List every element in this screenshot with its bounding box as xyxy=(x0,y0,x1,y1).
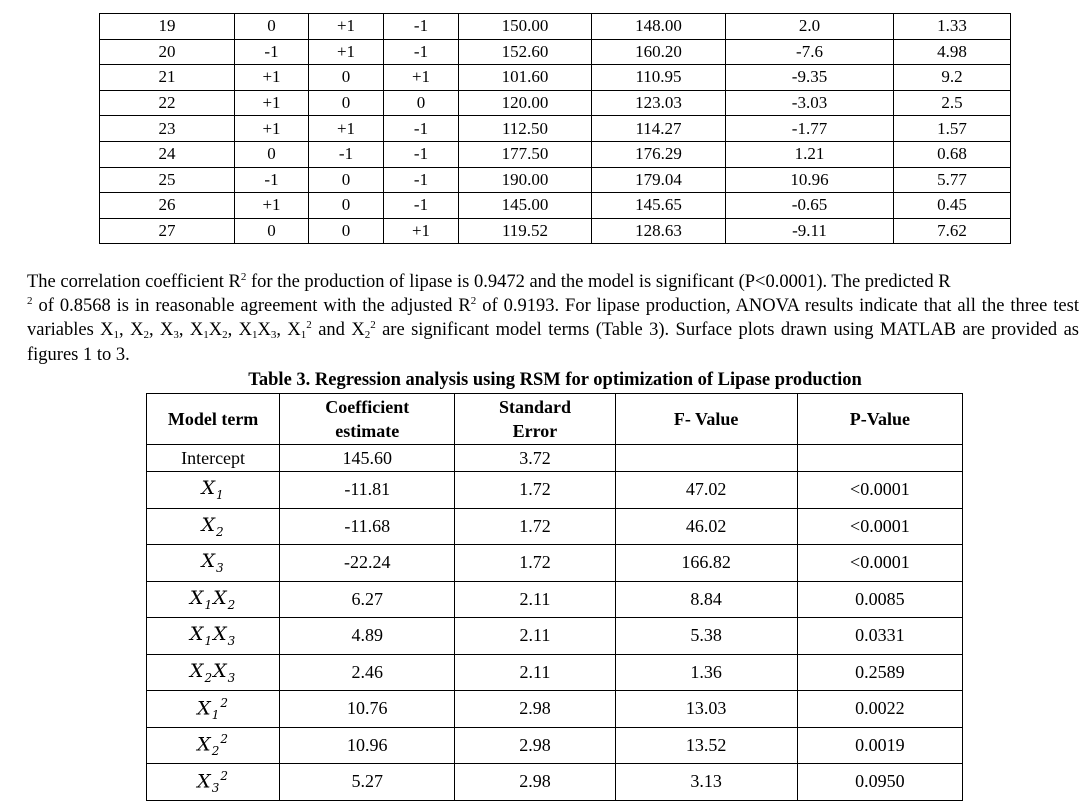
p-value-cell: <0.0001 xyxy=(797,508,962,545)
runs-table-cell: 120.00 xyxy=(459,90,592,116)
runs-table-cell: 112.50 xyxy=(459,116,592,142)
regression-table-row xyxy=(147,618,963,655)
runs-table-cell: -1 xyxy=(235,39,309,65)
runs-table-cell: -1 xyxy=(384,193,459,219)
p-value-cell xyxy=(797,445,962,472)
runs-table-cell: +1 xyxy=(235,65,309,91)
header-model-term: Model term xyxy=(147,394,280,445)
f-value-cell: 166.82 xyxy=(615,545,797,582)
runs-table-row xyxy=(100,141,1011,167)
runs-table-cell: +1 xyxy=(384,218,459,244)
model-term-cell: $X_3$ xyxy=(147,545,280,582)
runs-table-cell: 20 xyxy=(100,39,235,65)
coefficient-cell: 4.89 xyxy=(280,618,455,655)
runs-table-cell: 0 xyxy=(309,65,384,91)
runs-table-cell: 23 xyxy=(100,116,235,142)
runs-table-cell: 26 xyxy=(100,193,235,219)
f-value-cell: 13.52 xyxy=(615,727,797,764)
runs-table-cell: 27 xyxy=(100,218,235,244)
runs-table-row xyxy=(100,167,1011,193)
coefficient-cell: 10.76 xyxy=(280,691,455,728)
runs-table-cell: -1 xyxy=(384,141,459,167)
runs-table-cell: +1 xyxy=(384,65,459,91)
coefficient-cell: -11.68 xyxy=(280,508,455,545)
runs-table-cell: -0.65 xyxy=(726,193,894,219)
runs-table-cell: -1.77 xyxy=(726,116,894,142)
runs-table-cell: 160.20 xyxy=(592,39,726,65)
runs-table-row xyxy=(100,39,1011,65)
runs-table-cell: 0 xyxy=(384,90,459,116)
coefficient-cell: 5.27 xyxy=(280,764,455,801)
runs-table-cell: 10.96 xyxy=(726,167,894,193)
runs-table-cell: 1.33 xyxy=(894,14,1011,40)
runs-table-cell: 145.65 xyxy=(592,193,726,219)
model-term-cell: $X_2$ xyxy=(147,508,280,545)
runs-table-cell: -1 xyxy=(384,116,459,142)
regression-table-row xyxy=(147,445,963,472)
runs-table-cell: -9.35 xyxy=(726,65,894,91)
runs-table-cell: +1 xyxy=(235,90,309,116)
runs-table-cell: 24 xyxy=(100,141,235,167)
runs-table-cell: 2.0 xyxy=(726,14,894,40)
runs-table-cell: -1 xyxy=(384,14,459,40)
regression-header-row xyxy=(147,394,963,445)
standard-error-cell: 2.98 xyxy=(455,691,615,728)
runs-table-cell: -1 xyxy=(384,167,459,193)
standard-error-cell: 1.72 xyxy=(455,472,615,509)
coefficient-cell: 2.46 xyxy=(280,654,455,691)
standard-error-cell: 2.11 xyxy=(455,654,615,691)
header-coefficient: Coefficient estimate xyxy=(280,394,455,445)
runs-table-cell: 101.60 xyxy=(459,65,592,91)
model-term-cell: Intercept xyxy=(147,445,280,472)
regression-table-row xyxy=(147,581,963,618)
p-value-cell: <0.0001 xyxy=(797,472,962,509)
f-value-cell: 1.36 xyxy=(615,654,797,691)
runs-table-cell: 0 xyxy=(235,14,309,40)
standard-error-cell: 1.72 xyxy=(455,545,615,582)
runs-table-cell: +1 xyxy=(309,116,384,142)
runs-table-cell: 114.27 xyxy=(592,116,726,142)
runs-table-row xyxy=(100,218,1011,244)
runs-table-cell: 25 xyxy=(100,167,235,193)
runs-table-cell: 0.68 xyxy=(894,141,1011,167)
runs-table-cell: +1 xyxy=(309,14,384,40)
p-value-cell: 0.2589 xyxy=(797,654,962,691)
p-value-cell: 0.0019 xyxy=(797,727,962,764)
runs-table-cell: 123.03 xyxy=(592,90,726,116)
p-value-cell: 0.0331 xyxy=(797,618,962,655)
regression-table-row xyxy=(147,508,963,545)
regression-table-row xyxy=(147,545,963,582)
table3-caption: Table 3. Regression analysis using RSM for optimization of Lipase production xyxy=(248,370,862,390)
coefficient-cell: 145.60 xyxy=(280,445,455,472)
runs-table-cell: 150.00 xyxy=(459,14,592,40)
runs-table-cell: +1 xyxy=(309,39,384,65)
f-value-cell: 46.02 xyxy=(615,508,797,545)
runs-table-cell: 0.45 xyxy=(894,193,1011,219)
f-value-cell: 3.13 xyxy=(615,764,797,801)
coefficient-cell: 6.27 xyxy=(280,581,455,618)
runs-table-cell: 152.60 xyxy=(459,39,592,65)
model-term-cell: $X_1X_3$ xyxy=(147,618,280,655)
runs-table-cell: -9.11 xyxy=(726,218,894,244)
runs-table-cell: 2.5 xyxy=(894,90,1011,116)
runs-table-row xyxy=(100,65,1011,91)
model-term-cell: $X_2^2$ xyxy=(147,727,280,764)
p-value-cell: 0.0085 xyxy=(797,581,962,618)
standard-error-cell: 2.98 xyxy=(455,727,615,764)
p-value-cell: <0.0001 xyxy=(797,545,962,582)
runs-table-cell: 4.98 xyxy=(894,39,1011,65)
header-standard-error: Standard Error xyxy=(455,394,615,445)
runs-table-cell: 179.04 xyxy=(592,167,726,193)
f-value-cell: 47.02 xyxy=(615,472,797,509)
runs-table-cell: +1 xyxy=(235,116,309,142)
standard-error-cell: 2.98 xyxy=(455,764,615,801)
standard-error-cell: 2.11 xyxy=(455,618,615,655)
regression-table-row xyxy=(147,472,963,509)
runs-table-cell: -1 xyxy=(309,141,384,167)
f-value-cell xyxy=(615,445,797,472)
runs-table-cell: 0 xyxy=(235,218,309,244)
runs-table-cell: 22 xyxy=(100,90,235,116)
regression-table-row xyxy=(147,654,963,691)
coefficient-cell: -11.81 xyxy=(280,472,455,509)
p-value-cell: 0.0950 xyxy=(797,764,962,801)
runs-table-cell: 0 xyxy=(309,90,384,116)
runs-table-cell: 110.95 xyxy=(592,65,726,91)
header-p-value: P-Value xyxy=(797,394,962,445)
coefficient-cell: 10.96 xyxy=(280,727,455,764)
regression-table-row xyxy=(147,691,963,728)
model-term-cell: $X_1^2$ xyxy=(147,691,280,728)
runs-table-row xyxy=(100,14,1011,40)
runs-table-body xyxy=(100,14,1011,244)
p-value-cell: 0.0022 xyxy=(797,691,962,728)
runs-table-cell: 9.2 xyxy=(894,65,1011,91)
runs-table-cell: 1.21 xyxy=(726,141,894,167)
standard-error-cell: 2.11 xyxy=(455,581,615,618)
runs-table-cell: 128.63 xyxy=(592,218,726,244)
runs-table-cell: 190.00 xyxy=(459,167,592,193)
f-value-cell: 5.38 xyxy=(615,618,797,655)
runs-table-cell: 1.57 xyxy=(894,116,1011,142)
runs-table-cell: 0 xyxy=(309,193,384,219)
runs-table-cell: 119.52 xyxy=(459,218,592,244)
runs-table-cell: 0 xyxy=(309,167,384,193)
regression-table xyxy=(146,393,963,801)
model-term-cell: $X_1X_2$ xyxy=(147,581,280,618)
model-term-cell: $X_3^2$ xyxy=(147,764,280,801)
runs-table-cell: 0 xyxy=(309,218,384,244)
regression-table-row xyxy=(147,764,963,801)
runs-table-cell: 148.00 xyxy=(592,14,726,40)
standard-error-cell: 3.72 xyxy=(455,445,615,472)
runs-table-cell: 5.77 xyxy=(894,167,1011,193)
runs-table xyxy=(99,13,1011,244)
runs-table-cell: 145.00 xyxy=(459,193,592,219)
runs-table-row xyxy=(100,193,1011,219)
coefficient-cell: -22.24 xyxy=(280,545,455,582)
runs-table-cell: -7.6 xyxy=(726,39,894,65)
runs-table-cell: 19 xyxy=(100,14,235,40)
f-value-cell: 8.84 xyxy=(615,581,797,618)
runs-table-cell: +1 xyxy=(235,193,309,219)
runs-table-cell: -1 xyxy=(384,39,459,65)
runs-table-cell: 7.62 xyxy=(894,218,1011,244)
results-paragraph: The correlation coefficient $R^2$ for the production of lipase is 0.9472 and the model is significant (P<0.0001). The predicted R $^2$ of 0.8568 is in reasonable agreement with the adjusted $R^2$ of 0.9193. For lipase production, ANOVA results indicate that all the three test variables $X_1$, $X_2$, $X_3$, $X_1X_2$, $X_1X_3$, $X_1^2$ and $X_2^2$ are significant model terms (Table 3). Surface plots drawn using MATLAB are provided as figures 1 to 3. xyxy=(27,271,1079,365)
f-value-cell: 13.03 xyxy=(615,691,797,728)
runs-table-cell: -3.03 xyxy=(726,90,894,116)
runs-table-row xyxy=(100,90,1011,116)
regression-table-body xyxy=(147,445,963,801)
regression-table-row xyxy=(147,727,963,764)
runs-table-cell: 177.50 xyxy=(459,141,592,167)
header-f-value: F- Value xyxy=(615,394,797,445)
runs-table-cell: 0 xyxy=(235,141,309,167)
standard-error-cell: 1.72 xyxy=(455,508,615,545)
model-term-cell: $X_2X_3$ xyxy=(147,654,280,691)
runs-table-cell: -1 xyxy=(235,167,309,193)
model-term-cell: $X_1$ xyxy=(147,472,280,509)
runs-table-cell: 21 xyxy=(100,65,235,91)
runs-table-cell: 176.29 xyxy=(592,141,726,167)
runs-table-row xyxy=(100,116,1011,142)
